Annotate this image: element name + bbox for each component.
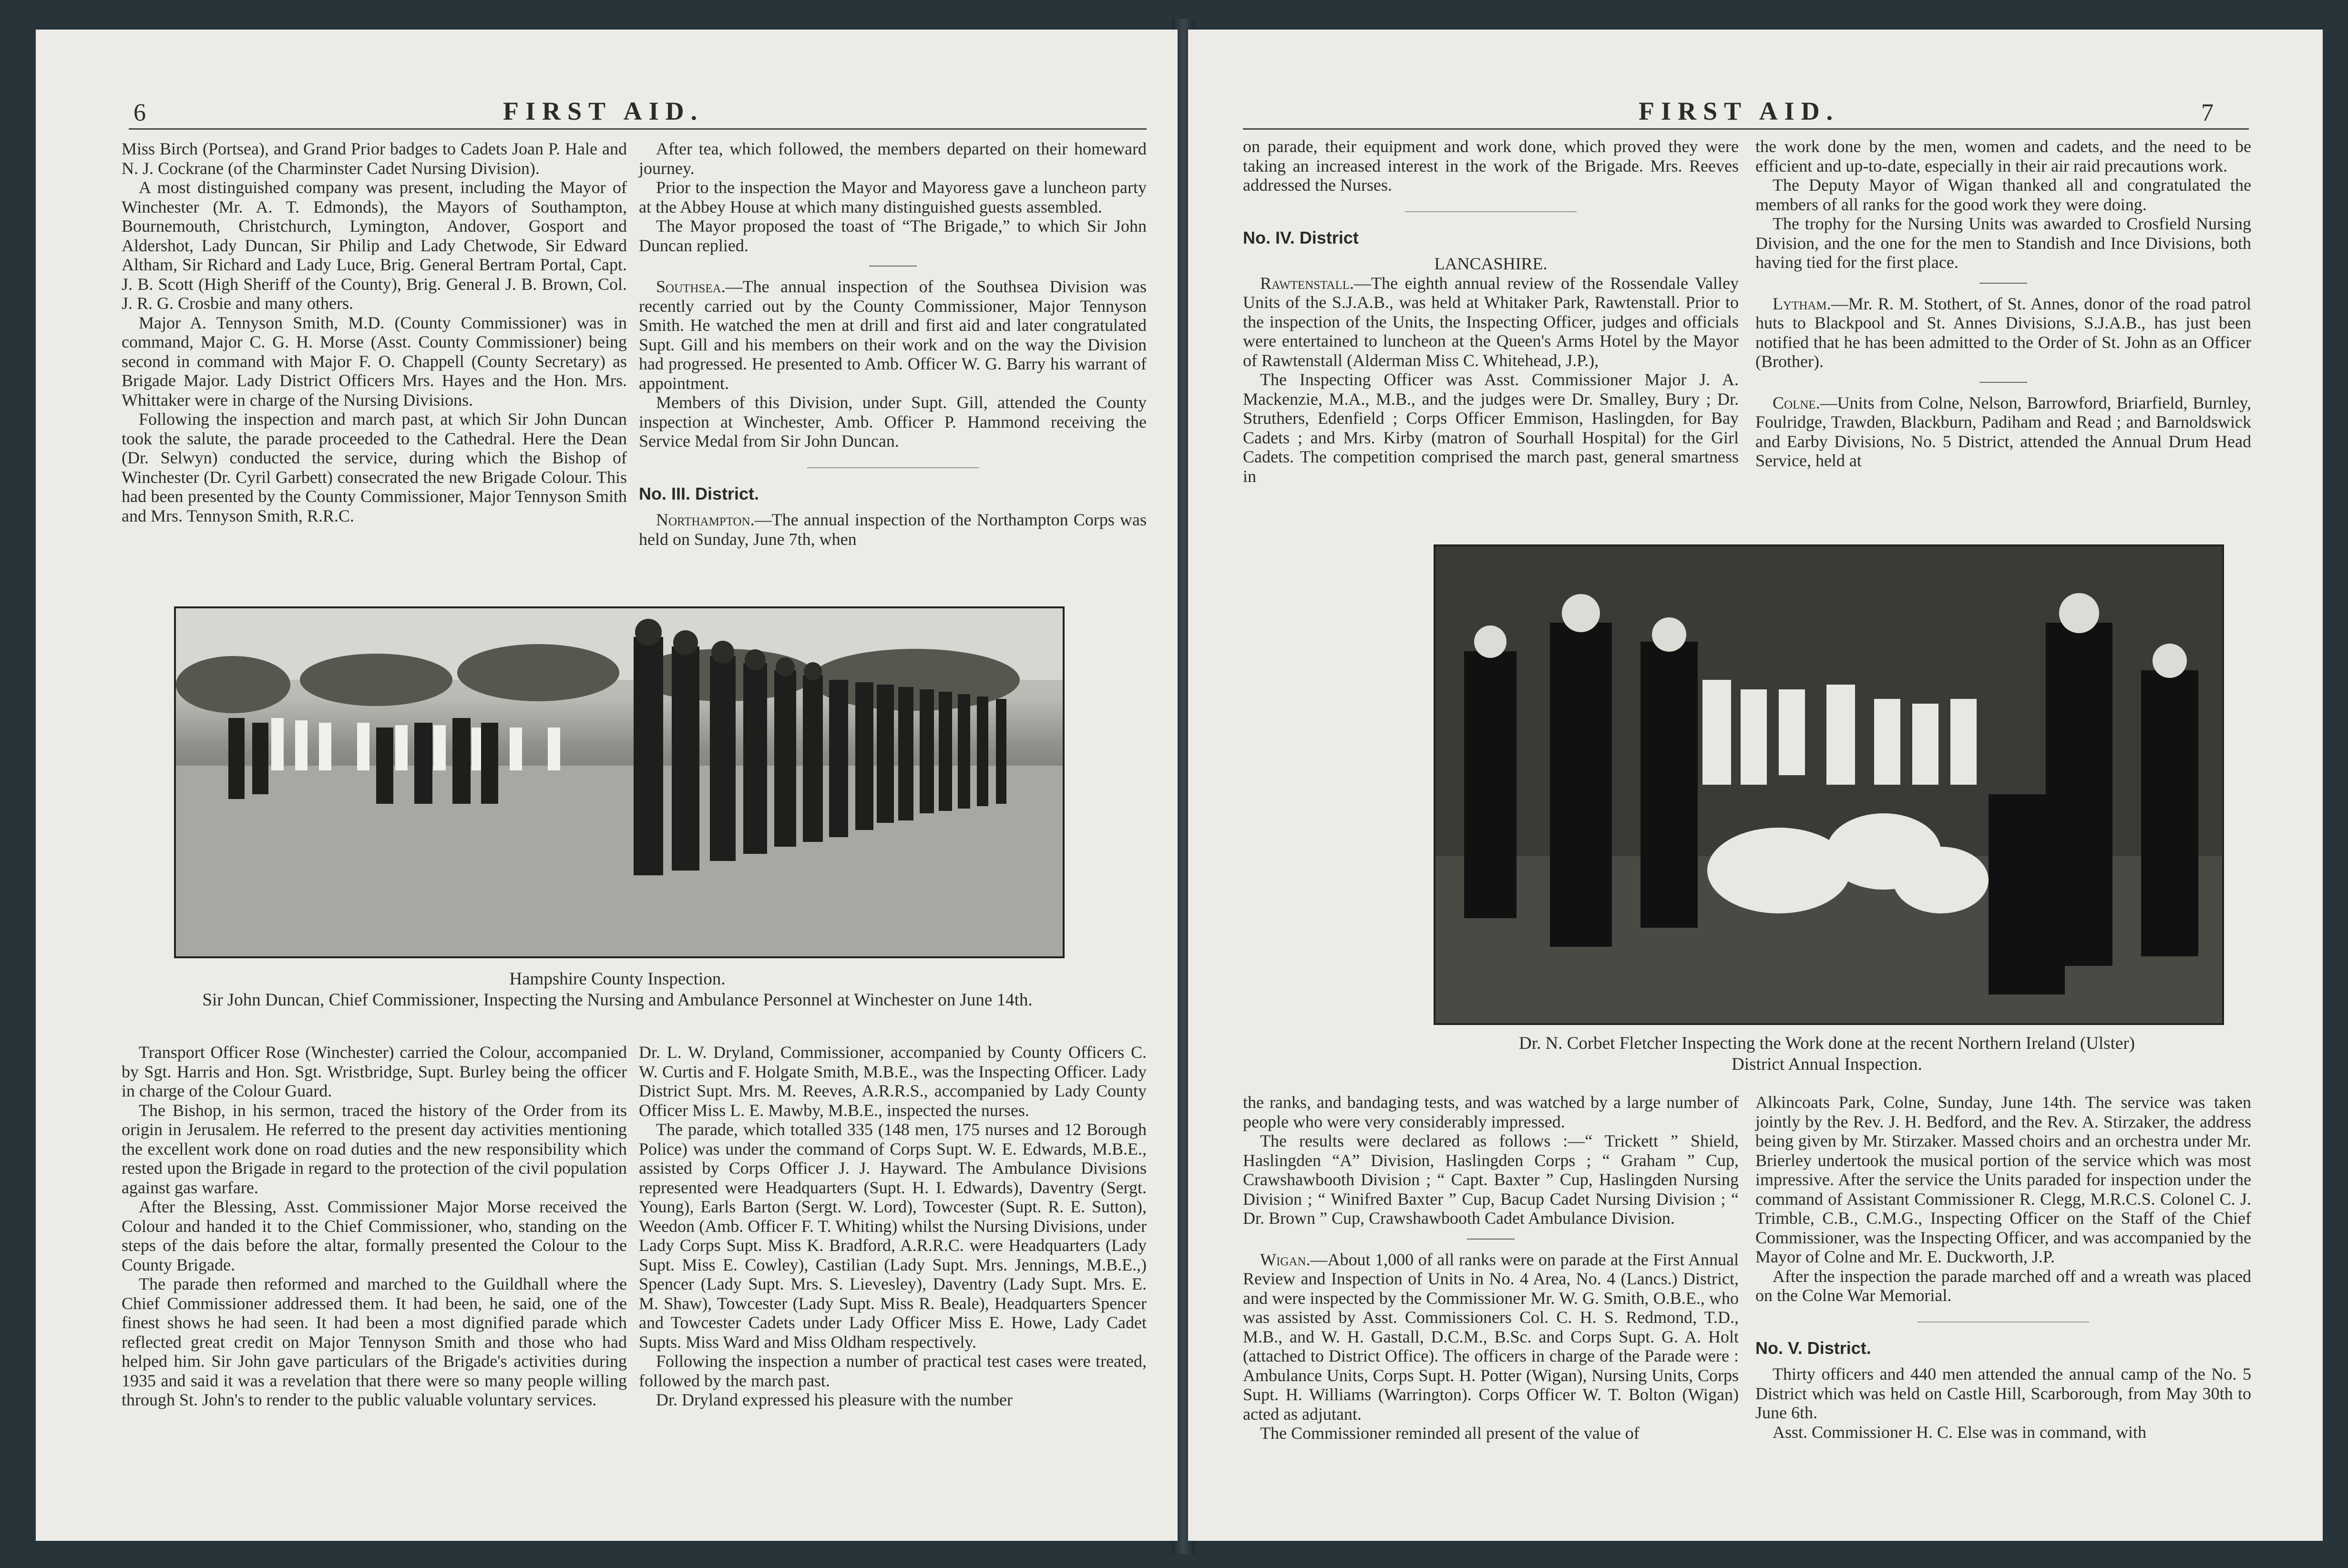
separator — [1979, 382, 2027, 383]
place-lead: Lytham. — [1773, 294, 1831, 313]
place-lead: Wigan. — [1260, 1250, 1311, 1269]
place-lead: Northampton. — [656, 510, 755, 529]
photo-hampshire-inspection — [174, 606, 1065, 958]
paragraph-southsea: Southsea.—The annual inspection of the Southsea Division was recently carried out by the County Commissioner, Major Tennyson Smith. He watched the men at drill and first aid and later congratulated Supt. Gill and his members on their work and on the way the Division had progressed. He presented to Amb. Officer W. G. Barry his warrant of appointment. — [639, 277, 1147, 393]
paragraph: The Inspecting Officer was Asst. Commissioner Major J. A. Mackenzie, M.A., M.B., and the judges were Dr. Smalley, Bury ; Dr. Struthers, Edenfield ; Corps Officer Emmison, Haslingden, for Bay Cadets ; and Mrs. Kirby (matron of Sourhall Hospital) for the Girl Cadets. The competition comprised the march past, general smartness in — [1243, 370, 1739, 486]
paragraph-rawtenstall: Rawtenstall.—The eighth annual review of the Rossendale Valley Units of the S.J.A.B., was held at Whitaker Park, Rawtenstall. Prior to the inspection of the Units, the Inspecting Officer, judges and officials were entertained to luncheon at the Queen's Arms Hotel by the Mayor of Rawtenstall (Alderman Miss C. Whitehead, J.P.), — [1243, 273, 1739, 370]
paragraph: Asst. Commissioner H. C. Else was in command, with — [1773, 1422, 2146, 1442]
separator — [1467, 1239, 1515, 1240]
column-left-bottom — [1243, 1093, 1739, 1443]
right-page — [1188, 30, 2323, 1541]
paragraph: Transport Officer Rose (Winchester) carried the Colour, accompanied by Sgt. Harris and Hon. Sgt. Wristbridge, Supt. Burley being the officer in charge of the Colour Guard. — [122, 1043, 627, 1100]
place-lead: Southsea. — [656, 277, 726, 296]
paragraph: Dr. L. W. Dryland, Commissioner, accompanied by County Officers C. W. Curtis and F. Holgate Smith, M.B.E., was the Inspecting Officer. Lady District Supt. Mrs. M. Reeves, A.R.R.S., accompanied by Lady County Officer Miss L. E. Mawby, M.B.E., inspected the nurses. — [639, 1043, 1147, 1120]
caption-line: Sir John Duncan, Chief Commissioner, Inspecting the Nursing and Ambulance Personnel at Winchester on June 14th. — [202, 990, 1033, 1010]
photo-scene — [1435, 546, 2222, 1023]
place-lead: Rawtenstall. — [1260, 273, 1354, 293]
separator — [1979, 283, 2027, 284]
paragraph: Alkincoats Park, Colne, Sunday, June 14th. The service was taken jointly by the Rev. J. H. Bedford, and the Rev. A. Stirzaker, the address being given by Mr. Stirzaker. Massed choirs and an orchestra under Mr. Brierley undertook the musical portion of the service which was most impressive. After the service the Units paraded for inspection under the command of Assistant Commissioner R. Clegg, M.R.C.S. Colonel C. J. Trimble, C.B., C.M.G., Inspecting Officer on the Staff of the Chief Commissioner, was the Inspecting Officer, and was accompanied by the Mayor of Colne and Mr. E. Duckworth, J.P. — [1755, 1093, 2251, 1266]
caption-line: Dr. N. Corbet Fletcher Inspecting the Work done at the recent Northern Ireland (Ulster) — [1519, 1034, 2135, 1053]
left-page — [36, 30, 1178, 1541]
paragraph: the work done by the men, women and cadets, and the need to be efficient and up-to-date, especially in their air raid precautions work. — [1755, 137, 2251, 175]
paragraph: Thirty officers and 440 men attended the annual camp of the No. 5 District which was held on Castle Hill, Scarborough, from May 30th to June 6th. — [1755, 1364, 2251, 1422]
separator — [807, 467, 979, 468]
page-number: 7 — [2201, 99, 2214, 126]
paragraph: Following the inspection a number of practical test cases were treated, followed by the march past. — [639, 1352, 1147, 1390]
paragraph: Dr. Dryland expressed his pleasure with the number — [656, 1390, 1013, 1409]
paragraph: After the Blessing, Asst. Commissioner Major Morse received the Colour and handed it to the Chief Commissioner, who, standing on the steps of the dais before the altar, formally presented the Colour to the County Brigade. — [122, 1197, 627, 1274]
photo-caption — [174, 969, 1061, 1011]
photo-scene — [176, 608, 1063, 956]
section-heading: No. III. District. — [639, 483, 759, 503]
paragraph-lytham: Lytham.—Mr. R. M. Stothert, of St. Annes, donor of the road patrol huts to Blackpool and St. Annes Divisions, S.J.A.B., has just been notified that he has been admitted to the Order of St. John as an Officer (Brother). — [1755, 294, 2251, 371]
paragraph: The Commissioner reminded all present of the value of — [1260, 1424, 1640, 1443]
running-head: FIRST AID. — [1639, 97, 1840, 125]
paragraph: After the inspection the parade marched off and a wreath was placed on the Colne War Memorial. — [1755, 1266, 2251, 1305]
paragraph: Following the inspection and march past, at which Sir John Duncan took the salute, the parade proceeded to the Cathedral. Here the Dean (Dr. Selwyn) conducted the service, during which the Bishop of Winchester (Dr. Cyril Garbett) consecrated the new Brigade Colour. This had been presented by the County Commissioner, Major Tennyson Smith and Mrs. Tennyson Smith, R.R.C. — [122, 410, 627, 525]
paragraph: The Bishop, in his sermon, traced the history of the Order from its origin in Jerusalem. He referred to the present day activities mentioning the excellent work done on road duties and the new responsibility which rested upon the Brigade in regard to the protection of the civil population against gas warfare. — [122, 1100, 627, 1197]
column-right-bottom — [1755, 1093, 2251, 1442]
paragraph: Prior to the inspection the Mayor and Mayoress gave a luncheon party at the Abbey House at which many distinguished guests assembled. — [639, 178, 1147, 216]
paragraph: A most distinguished company was present, including the Mayor of Winchester (Mr. A. T. Edmonds), the Mayors of Southampton, Bournemouth, Christchurch, Lymington, Andover, Gosport and Aldershot, Lady Duncan, Sir Philip and Lady Chetwode, Sir Edward Altham, Sir Richard and Lady Luce, Brig. General Bertram Portal, Capt. J. B. Scott (High Sheriff of the County), Brig. General J. B. Brown, Col. J. R. G. Crosbie and many others. — [122, 178, 627, 313]
section-heading: No. V. District. — [1755, 1338, 1871, 1358]
header-rule — [1243, 128, 2249, 130]
county-heading: LANCASHIRE. — [1434, 254, 1548, 273]
place-lead: Colne. — [1773, 393, 1820, 412]
running-head: FIRST AID. — [503, 97, 704, 125]
column-right-top — [1755, 137, 2251, 471]
paragraph: The Mayor proposed the toast of “The Brigade,” to which Sir John Duncan replied. — [639, 216, 1147, 255]
separator — [1405, 211, 1577, 212]
paragraph-colne: Colne.—Units from Colne, Nelson, Barrowford, Briarfield, Burnley, Foulridge, Trawden, Blackburn, Padiham and Read ; and Barnoldswick and Earby Divisions, No. 5 District, attended the Annual Drum Head Service, held at — [1755, 393, 2251, 470]
column-left-bottom — [122, 1043, 627, 1410]
column-left-top — [1243, 137, 1739, 486]
caption-line: Hampshire County Inspection. — [509, 969, 726, 989]
paragraph: on parade, their equipment and work done, which proved they were taking an increased interest in the work of the Brigade. Mrs. Reeves addressed the Nurses. — [1243, 137, 1739, 195]
column-right-bottom — [639, 1043, 1147, 1410]
caption-line: District Annual Inspection. — [1732, 1055, 1922, 1074]
photo-ulster-inspection — [1434, 544, 2224, 1025]
paragraph: Miss Birch (Portsea), and Grand Prior badges to Cadets Joan P. Hale and N. J. Cockrane (of the Charminster Cadet Nursing Division). — [122, 139, 627, 178]
page-number: 6 — [133, 99, 146, 126]
paragraph-northampton: Northampton.—The annual inspection of the Northampton Corps was held on Sunday, June 7th, when — [639, 510, 1147, 549]
section-heading: No. IV. District — [1243, 227, 1359, 247]
paragraph: The parade then reformed and marched to the Guildhall where the Chief Commissioner addressed them. It had been, he said, one of the finest shows he had seen. It had been a most dignified parade which reflected great credit on Major Tennyson Smith and those who had helped him. Sir John gave particulars of the Brigade's activities during 1935 and said it was a revelation that there were so many people willing through St. John's to render to the public valuable voluntary services. — [122, 1274, 627, 1409]
header-rule — [129, 128, 1147, 130]
photo-caption — [1434, 1033, 2220, 1075]
paragraph-wigan: Wigan.—About 1,000 of all ranks were on parade at the First Annual Review and Inspection of Units in No. 4 Area, No. 4 (Lancs.) District, and were inspected by the Commissioner Mr. W. G. Smith, O.B.E., who was assisted by Asst. Commissioners Col. C. H. S. Redmond, T.D., M.B., and W. H. Gastall, D.C.M., B.Sc. and Corps Supt. G. A. Holt (attached to District Office). The officers in charge of the Parade were : Ambulance Units, Corps Supt. H. Potter (Wigan), Nursing Units, Corps Supt. H. Williams (Warrington). Corps Officer W. T. Bolton (Wigan) acted as adjutant. — [1243, 1250, 1739, 1424]
paragraph: Major A. Tennyson Smith, M.D. (County Commissioner) was in command, Major C. G. H. Morse (Asst. County Commissioner) being second in command with Major F. O. Chappell (County Secretary) as Brigade Major. Lady District Officers Mrs. Hayes and the Hon. Mrs. Whittaker were in charge of the Nursing Divisions. — [122, 313, 627, 410]
paragraph: the ranks, and bandaging tests, and was watched by a large number of people who were very considerably impressed. — [1243, 1093, 1739, 1131]
paragraph: The Deputy Mayor of Wigan thanked all and congratulated the members of all ranks for the good work they were doing. — [1755, 175, 2251, 214]
column-left-top — [122, 139, 627, 525]
paragraph: The trophy for the Nursing Units was awarded to Crosfield Nursing Division, and the one for the men to Standish and Ince Divisions, both having tied for the first place. — [1755, 214, 2251, 272]
paragraph: The parade, which totalled 335 (148 men, 175 nurses and 12 Borough Police) was under the command of Corps Supt. W. E. Edwards, M.B.E., assisted by Corps Officer J. J. Hayward. The Ambulance Divisions represented were Headquarters (Supt. H. I. Edwards), Daventry (Sergt. Young), Earls Barton (Sergt. W. Lord), Towcester (Supt. R. E. Sutton), Weedon (Amb. Officer F. T. Whiting) whilst the Nursing Divisions, under Lady Corps Supt. Miss K. Bradford, A.R.R.C. were Headquarters (Lady Supt. Miss E. Cowley), Castilian (Lady Supt. Mrs. Jennings, M.B.E.,) Spencer (Lady Supt. Mrs. S. Lievesley), Daventry (Lady Supt. Mrs. E. M. Shaw), Towcester (Lady Supt. Miss R. Beale), Headquarters Spencer and Towcester Cadets under Lady Officer Miss E. Howe, Lady Cadet Supts. Miss Ward and Miss Oldham respectively. — [639, 1120, 1147, 1352]
paragraph: The results were declared as follows :—“ Trickett ” Shield, Haslingden “A” Division, Haslingden Corps ; “ Graham ” Cup, Crawshawbooth Division ; “ Capt. Baxter ” Cup, Haslingden Nursing Division ; “ Winifred Baxter ” Cup, Bacup Cadet Nursing Division ; “ Dr. Brown ” Cup, Crawshawbooth Cadet Ambulance Division. — [1243, 1131, 1739, 1228]
column-right-top — [639, 139, 1147, 549]
paragraph: Members of this Division, under Supt. Gill, attended the County inspection at Winchester, Amb. Officer P. Hammond receiving the Service Medal from Sir John Duncan. — [639, 393, 1147, 451]
paragraph: After tea, which followed, the members departed on their homeward journey. — [639, 139, 1147, 178]
